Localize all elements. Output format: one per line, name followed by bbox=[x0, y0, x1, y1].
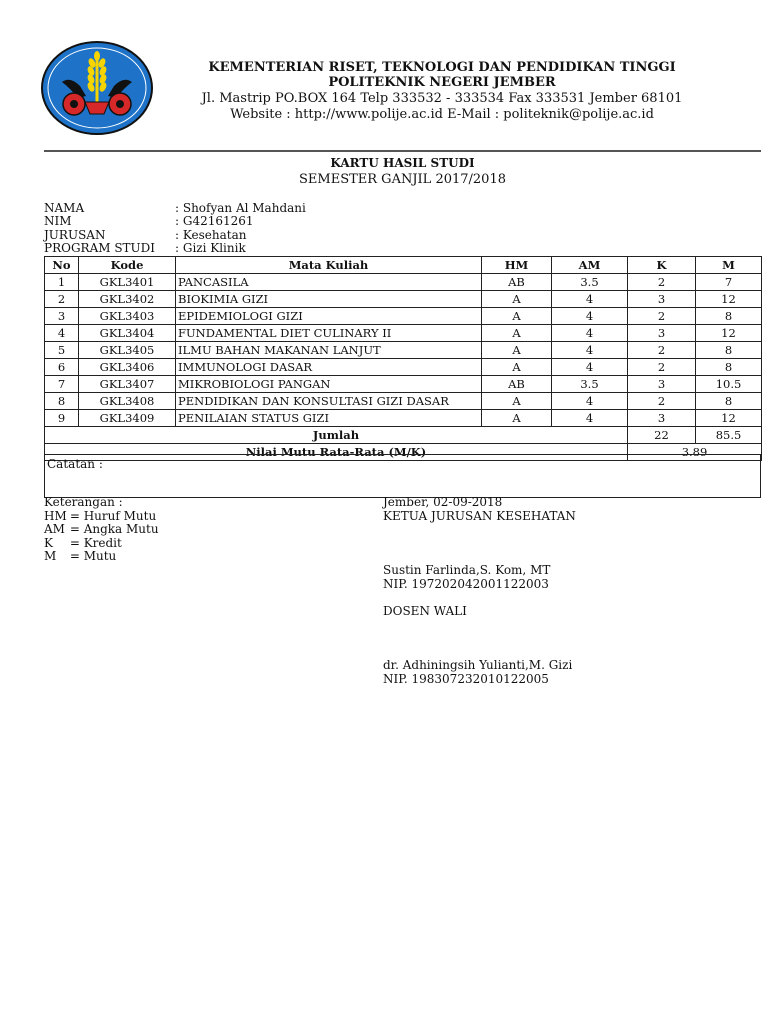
table-row bbox=[45, 308, 762, 325]
letterhead bbox=[160, 60, 724, 123]
cell-kode: GKL3403 bbox=[79, 308, 176, 325]
identity-label: PROGRAM STUDI bbox=[44, 240, 156, 255]
cell-k: 3 bbox=[628, 410, 696, 427]
identity-value: : G42161261 bbox=[175, 214, 254, 229]
legend-item bbox=[44, 550, 159, 564]
cell-k: 2 bbox=[628, 393, 696, 410]
cell-no: 2 bbox=[45, 291, 79, 308]
cell-am: 4 bbox=[552, 291, 628, 308]
cell-hm: A bbox=[482, 325, 552, 342]
identity-row bbox=[44, 242, 306, 255]
col-header-am: AM bbox=[552, 257, 628, 274]
legend-text: = Huruf Mutu bbox=[69, 508, 157, 523]
table-header-row bbox=[45, 257, 762, 274]
cell-m: 8 bbox=[696, 342, 762, 359]
cell-am: 3.5 bbox=[552, 376, 628, 393]
grades-table bbox=[44, 256, 762, 461]
cell-k: 3 bbox=[628, 376, 696, 393]
legend bbox=[44, 496, 159, 564]
cell-no: 4 bbox=[45, 325, 79, 342]
cell-mata-kuliah: PENDIDIKAN DAN KONSULTASI GIZI DASAR bbox=[176, 393, 482, 410]
place-date: Jember, 02-09-2018 bbox=[383, 495, 503, 509]
cell-am: 4 bbox=[552, 325, 628, 342]
cell-mata-kuliah: EPIDEMIOLOGI GIZI bbox=[176, 308, 482, 325]
signer1-role: KETUA JURUSAN KESEHATAN bbox=[383, 509, 576, 523]
identity-label: JURUSAN bbox=[44, 227, 106, 242]
table-row bbox=[45, 393, 762, 410]
cell-k: 2 bbox=[628, 359, 696, 376]
cell-m: 7 bbox=[696, 274, 762, 291]
cell-mata-kuliah: MIKROBIOLOGI PANGAN bbox=[176, 376, 482, 393]
cell-no: 3 bbox=[45, 308, 79, 325]
legend-text: = Kredit bbox=[69, 535, 122, 550]
table-row bbox=[45, 274, 762, 291]
cell-k: 3 bbox=[628, 291, 696, 308]
col-header-mata-kuliah: Mata Kuliah bbox=[176, 257, 482, 274]
cell-m: 10.5 bbox=[696, 376, 762, 393]
legend-item bbox=[44, 537, 159, 551]
cell-am: 4 bbox=[552, 410, 628, 427]
cell-mata-kuliah: FUNDAMENTAL DIET CULINARY II bbox=[176, 325, 482, 342]
identity-row bbox=[44, 215, 306, 228]
cell-kode: GKL3407 bbox=[79, 376, 176, 393]
cell-k: 2 bbox=[628, 308, 696, 325]
legend-item bbox=[44, 510, 159, 524]
document-title bbox=[44, 155, 761, 188]
cell-hm: AB bbox=[482, 376, 552, 393]
cell-am: 4 bbox=[552, 308, 628, 325]
cell-m: 8 bbox=[696, 393, 762, 410]
cell-hm: A bbox=[482, 393, 552, 410]
identity-value: : Kesehatan bbox=[175, 227, 247, 242]
cell-hm: A bbox=[482, 359, 552, 376]
table-row bbox=[45, 376, 762, 393]
total-label: Jumlah bbox=[45, 427, 628, 444]
cell-no: 6 bbox=[45, 359, 79, 376]
identity-label: NAMA bbox=[44, 201, 85, 215]
cell-m: 8 bbox=[696, 308, 762, 325]
notes-label: Catatan : bbox=[47, 457, 103, 471]
col-header-m: M bbox=[696, 257, 762, 274]
cell-am: 4 bbox=[552, 342, 628, 359]
legend-key: AM bbox=[44, 522, 65, 536]
cell-hm: A bbox=[482, 308, 552, 325]
institution-contact: Website : http://www.polije.ac.id E-Mail : politeknik@polije.ac.id bbox=[230, 107, 654, 122]
cell-am: 3.5 bbox=[552, 274, 628, 291]
table-row bbox=[45, 291, 762, 308]
cell-kode: GKL3408 bbox=[79, 393, 176, 410]
signer2-name: dr. Adhiningsih Yulianti,M. Gizi bbox=[383, 658, 573, 672]
table-row bbox=[45, 325, 762, 342]
cell-am: 4 bbox=[552, 359, 628, 376]
header-divider bbox=[44, 150, 761, 152]
identity-row bbox=[44, 202, 306, 215]
cell-hm: A bbox=[482, 410, 552, 427]
signer1-name: Sustin Farlinda,S. Kom, MT bbox=[383, 563, 551, 577]
col-header-no: No bbox=[45, 257, 79, 274]
cell-m: 8 bbox=[696, 359, 762, 376]
student-identity bbox=[44, 202, 306, 255]
average-value: 3.89 bbox=[628, 444, 762, 461]
cell-hm: AB bbox=[482, 274, 552, 291]
cell-mata-kuliah: IMMUNOLOGI DASAR bbox=[176, 359, 482, 376]
cell-m: 12 bbox=[696, 291, 762, 308]
cell-kode: GKL3402 bbox=[79, 291, 176, 308]
total-row bbox=[45, 427, 762, 444]
notes-box bbox=[44, 454, 761, 498]
col-header-k: K bbox=[628, 257, 696, 274]
cell-kode: GKL3409 bbox=[79, 410, 176, 427]
cell-no: 5 bbox=[45, 342, 79, 359]
institution-name: POLITEKNIK NEGERI JEMBER bbox=[328, 75, 556, 90]
cell-mata-kuliah: BIOKIMIA GIZI bbox=[176, 291, 482, 308]
table-row bbox=[45, 359, 762, 376]
cell-k: 2 bbox=[628, 342, 696, 359]
polije-emblem-icon bbox=[40, 40, 154, 136]
identity-label: NIM bbox=[44, 214, 72, 229]
cell-kode: GKL3404 bbox=[79, 325, 176, 342]
title-semester: SEMESTER GANJIL 2017/2018 bbox=[299, 172, 506, 187]
cell-mata-kuliah: ILMU BAHAN MAKANAN LANJUT bbox=[176, 342, 482, 359]
legend-text: = Angka Mutu bbox=[69, 522, 159, 536]
legend-title: Keterangan : bbox=[44, 495, 123, 509]
ministry-name: KEMENTERIAN RISET, TEKNOLOGI DAN PENDIDIKAN TINGGI bbox=[208, 60, 676, 75]
cell-m: 12 bbox=[696, 410, 762, 427]
cell-k: 2 bbox=[628, 274, 696, 291]
cell-hm: A bbox=[482, 342, 552, 359]
cell-kode: GKL3405 bbox=[79, 342, 176, 359]
table-row bbox=[45, 342, 762, 359]
table-row bbox=[45, 410, 762, 427]
cell-no: 8 bbox=[45, 393, 79, 410]
cell-no: 9 bbox=[45, 410, 79, 427]
col-header-kode: Kode bbox=[79, 257, 176, 274]
cell-no: 1 bbox=[45, 274, 79, 291]
cell-mata-kuliah: PANCASILA bbox=[176, 274, 482, 291]
signer2-nip: NIP. 198307232010122005 bbox=[383, 672, 549, 686]
total-k: 22 bbox=[628, 427, 696, 444]
legend-key: M bbox=[44, 549, 57, 563]
cell-k: 3 bbox=[628, 325, 696, 342]
cell-hm: A bbox=[482, 291, 552, 308]
legend-key: HM bbox=[44, 508, 67, 523]
legend-text: = Mutu bbox=[69, 549, 117, 563]
col-header-hm: HM bbox=[482, 257, 552, 274]
cell-m: 12 bbox=[696, 325, 762, 342]
cell-mata-kuliah: PENILAIAN STATUS GIZI bbox=[176, 410, 482, 427]
cell-kode: GKL3406 bbox=[79, 359, 176, 376]
cell-am: 4 bbox=[552, 393, 628, 410]
signer1-nip: NIP. 197202042001122003 bbox=[383, 577, 549, 591]
identity-value: : Shofyan Al Mahdani bbox=[175, 201, 306, 215]
signer2-role: DOSEN WALI bbox=[383, 604, 467, 618]
identity-value: : Gizi Klinik bbox=[175, 240, 246, 255]
legend-key: K bbox=[44, 535, 53, 550]
title-main: KARTU HASIL STUDI bbox=[330, 156, 475, 170]
cell-kode: GKL3401 bbox=[79, 274, 176, 291]
institution-address: Jl. Mastrip PO.BOX 164 Telp 333532 - 333534 Fax 333531 Jember 68101 bbox=[201, 91, 683, 106]
average-label: Nilai Mutu Rata-Rata (M/K) bbox=[45, 444, 628, 461]
cell-no: 7 bbox=[45, 376, 79, 393]
total-m: 85.5 bbox=[696, 427, 762, 444]
identity-row bbox=[44, 229, 306, 242]
legend-item bbox=[44, 523, 159, 537]
